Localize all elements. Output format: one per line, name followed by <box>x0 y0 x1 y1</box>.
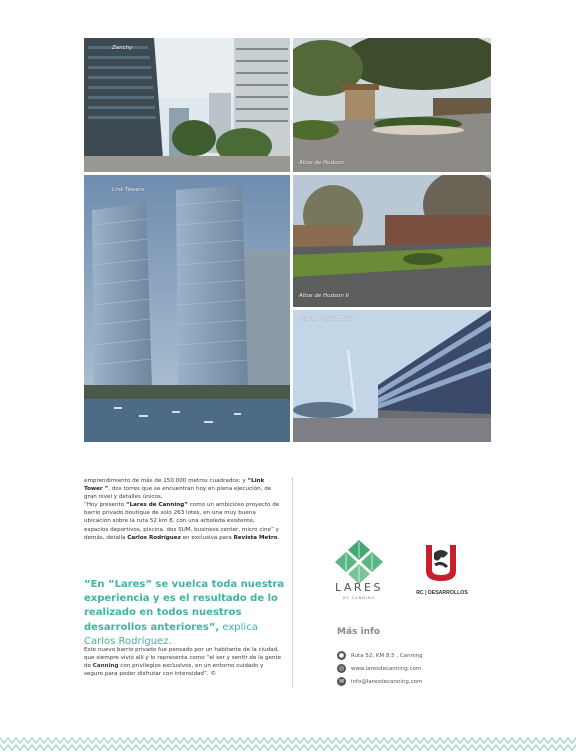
quote-text: ”En ”Lares” se vuelca toda nuestra experiencia y es el resultado de lo realizado en todos nuestros desarrollos anteriores”, <box>84 579 285 633</box>
text: . <box>277 534 280 541</box>
globe-icon: ◎ <box>338 665 345 672</box>
publication-name: Revista Metro <box>233 534 278 541</box>
contact-email[interactable] <box>337 677 422 686</box>
text: con privilegios exclusivos, en un entorno cuidado y seguro para poder disfrutar con intensidad”. © <box>84 663 264 678</box>
photo-altos-hudson-2 <box>293 175 491 307</box>
location-pin-icon: ● <box>338 652 345 659</box>
photo-caption: Altos de Hudson <box>299 160 344 166</box>
lares-logo-text: LARES <box>335 581 383 594</box>
quote-speaker: explica Carlos Rodríguez. <box>84 621 258 647</box>
text: emprendimiento de más de 150.000 metros cuadrados; y <box>84 478 248 484</box>
rc-desarrollos-logo-text: RC | DESARROLLOS <box>416 590 468 596</box>
photo-caption: Link Towers <box>112 187 145 193</box>
photo-altos-hudson <box>293 38 491 172</box>
text: en exclusiva para <box>180 534 234 541</box>
person-name: Carlos Rodríguez <box>127 534 181 541</box>
text: Este nuevo barrio privado fue pensado por un habitante de la ciudad, que siempre vivió allí y lo representa como “el ser y sentir de la gente de <box>84 647 282 670</box>
project-name: “Link Tower ” <box>84 478 265 493</box>
address-text: Ruta 52, KM 8.5 , Canning <box>351 652 423 659</box>
email-link[interactable]: info@laresdecanning.com <box>351 678 423 685</box>
website-link[interactable]: www.laresdecanning.com <box>351 665 422 672</box>
photo-caption: Zenchy <box>112 45 133 51</box>
photo-caption: Altos de Hudson II <box>299 293 349 299</box>
rc-desarrollos-logo-icon <box>420 543 462 583</box>
article-closing <box>84 646 284 678</box>
zigzag-border <box>0 734 576 752</box>
email-icon: ✉ <box>338 678 345 685</box>
photo-puerto-madero <box>293 310 491 442</box>
place-name: Canning <box>92 663 119 670</box>
text: “Hoy presento <box>84 502 126 509</box>
paragraph <box>84 501 280 541</box>
more-info-title: Más info <box>337 627 381 637</box>
pull-quote <box>84 578 289 649</box>
column-divider <box>292 478 293 688</box>
photo-zenchy <box>84 38 290 172</box>
contact-address <box>337 651 423 660</box>
paragraph <box>84 477 280 501</box>
project-name: “Lares de Canning” <box>125 502 188 509</box>
text: , dos torres que se encuentran hoy en plena ejecución, de gran nivel y detalles únicos. <box>84 486 272 501</box>
lares-logo-subtext: DE CANNING <box>342 596 376 600</box>
article-intro <box>84 477 280 542</box>
photo-caption: Puerto Madero Este <box>299 316 353 322</box>
photo-link-towers <box>84 175 290 442</box>
text: como un ambicioso proyecto de barrio privado boutique de solo 263 lotes, en una muy buena ubicación sobre la ruta 52 km 8, con una arboleda existente, espacios deportivos, piscina, dos SUM, business center, micro cine” y demás, detalla <box>84 502 280 541</box>
contact-web[interactable] <box>337 664 421 673</box>
